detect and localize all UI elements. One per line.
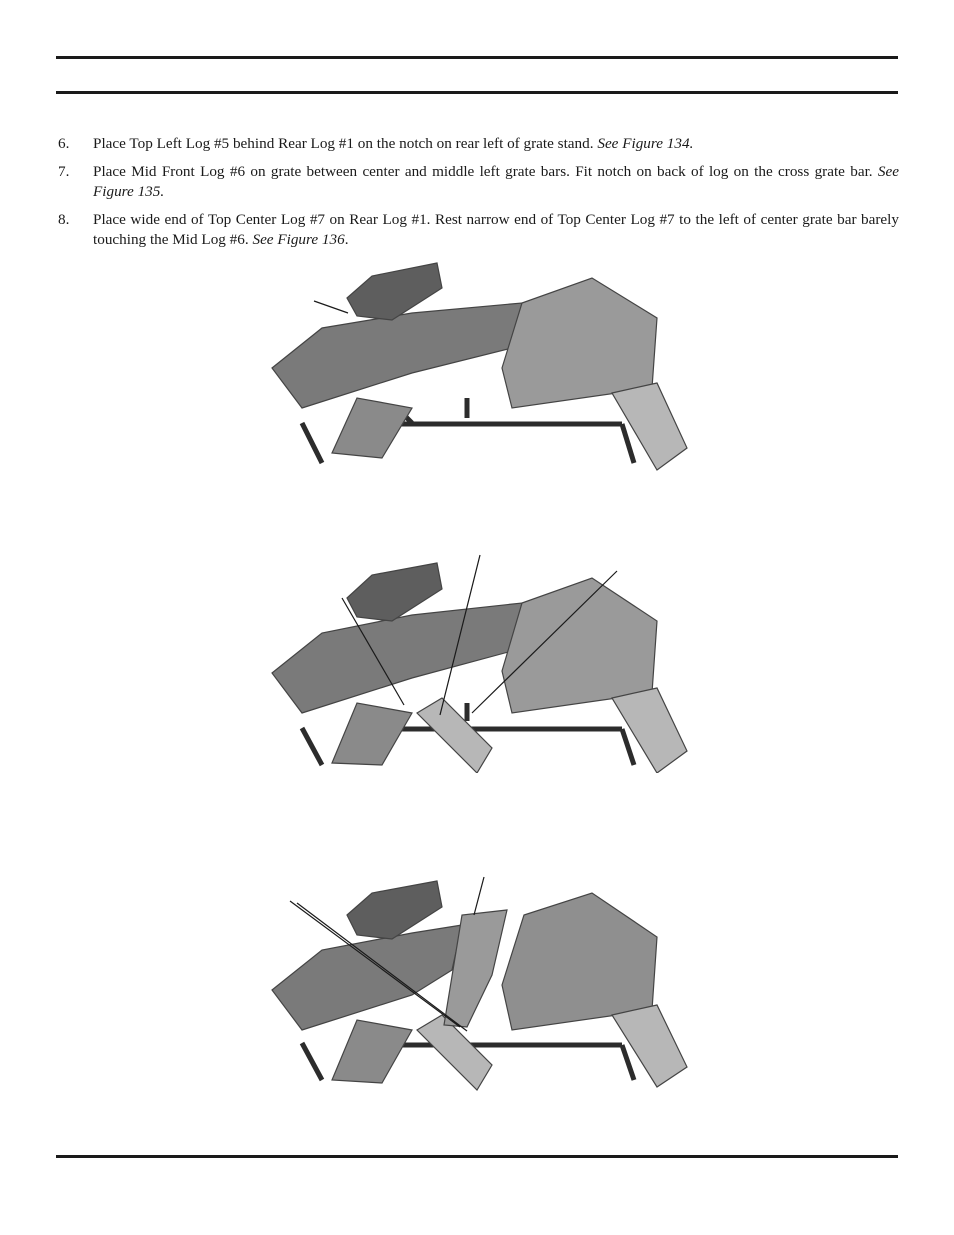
callout-leader — [314, 301, 348, 313]
step-text: Place Mid Front Log #6 on grate between center and middle left grate bars. Fit notch on back of log on the cross grate bar. — [93, 163, 878, 180]
figure-reference: See Figure 135. — [93, 163, 899, 200]
figure-135-svg — [262, 553, 702, 773]
step-6 — [56, 134, 899, 154]
step-tail: . — [344, 231, 349, 248]
figure-reference: See Figure 134. — [597, 135, 694, 152]
figure-134-svg — [262, 258, 702, 478]
step-number: 8. — [58, 211, 70, 228]
figure-135-log-photo — [262, 553, 702, 773]
figure-136-log-photo — [262, 875, 702, 1095]
figure-reference: See Figure 136 — [252, 231, 345, 248]
figure-134-log-photo — [262, 258, 702, 478]
front-left-log — [332, 1020, 412, 1083]
step-number: 7. — [58, 163, 70, 180]
rear-log-1 — [272, 925, 462, 1030]
front-left-log — [332, 398, 412, 458]
front-left-log — [332, 703, 412, 765]
rear-log-1 — [272, 303, 522, 408]
step-text: Place Top Left Log #5 behind Rear Log #1 on the notch on rear left of grate stand. — [93, 135, 598, 152]
right-log-stack — [502, 893, 657, 1030]
mid-front-log-6 — [417, 698, 492, 773]
rear-log-1 — [272, 603, 522, 713]
footer-rule — [56, 1155, 898, 1158]
step-8 — [56, 210, 899, 250]
step-7 — [56, 162, 899, 202]
figure-136-svg — [262, 875, 702, 1095]
header-rule-top — [56, 56, 898, 59]
instruction-list — [56, 134, 899, 258]
step-text: Place wide end of Top Center Log #7 on Rear Log #1. Rest narrow end of Top Center Log #7 to the left of center grate bar barely touching the Mid Log #6. — [93, 211, 899, 248]
header-rule-bottom — [56, 91, 898, 94]
step-number: 6. — [58, 135, 70, 152]
top-left-log-5 — [347, 563, 442, 621]
